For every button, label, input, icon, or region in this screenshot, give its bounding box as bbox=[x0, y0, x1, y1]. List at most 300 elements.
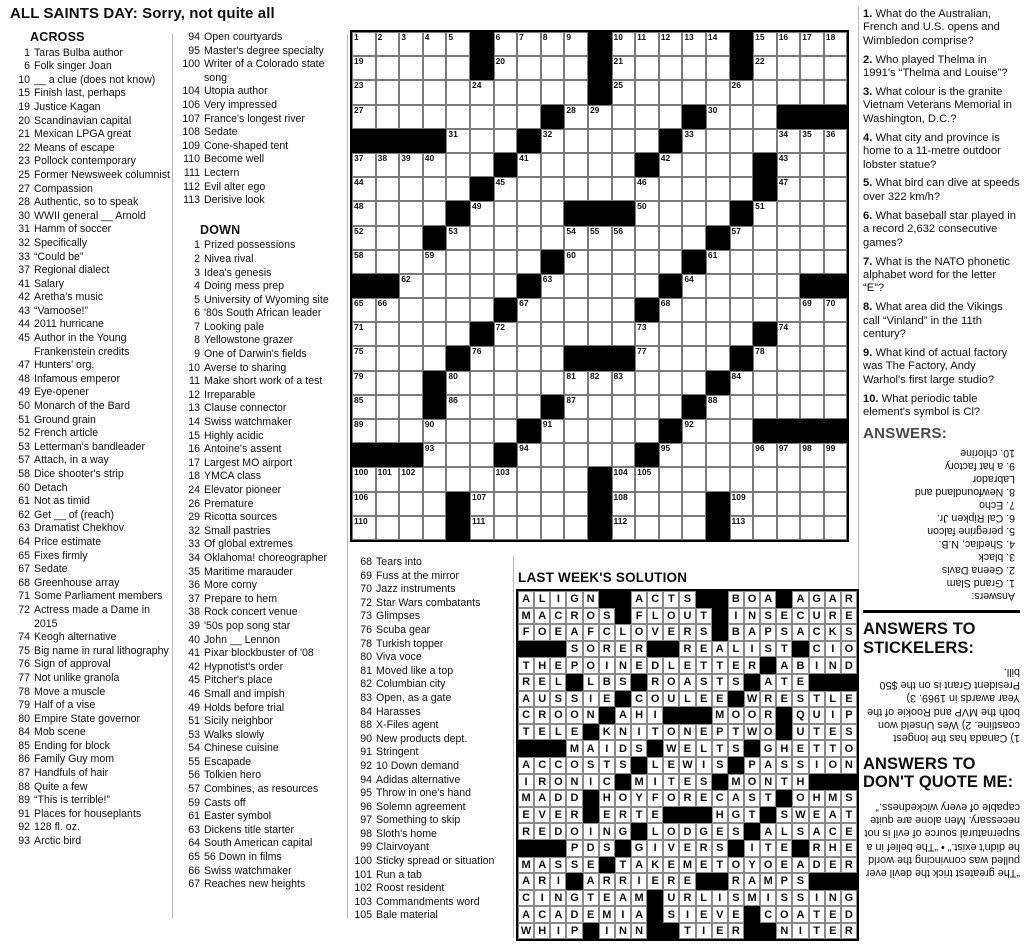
solution-letter-cell: P bbox=[566, 657, 582, 674]
grid-cell bbox=[423, 153, 447, 177]
grid-cell bbox=[399, 419, 423, 443]
grid-cell bbox=[635, 274, 659, 298]
grid-cell bbox=[376, 467, 400, 491]
solution-black-square bbox=[550, 641, 566, 658]
grid-cell bbox=[635, 105, 659, 129]
clue-item bbox=[180, 307, 344, 321]
clue-item bbox=[352, 570, 511, 584]
trivia-answer-line: 8. Newfoundland and bbox=[914, 486, 1015, 499]
cell-number: 21 bbox=[613, 56, 623, 67]
clue-text: Sedate bbox=[34, 563, 68, 576]
clue-text: Lectern bbox=[204, 166, 240, 179]
section-divider bbox=[863, 610, 1020, 613]
black-square bbox=[494, 153, 518, 177]
clue-text: Attach, in a way bbox=[34, 454, 109, 467]
grid-cell bbox=[399, 467, 423, 491]
grid-cell bbox=[423, 322, 447, 346]
solution-black-square bbox=[809, 873, 825, 890]
grid-cell bbox=[541, 129, 565, 153]
grid-cell bbox=[706, 32, 730, 56]
solution-letter-cell: E bbox=[663, 857, 679, 874]
clue-text: Tolkien hero bbox=[204, 769, 262, 782]
clue-text: Open, as a gate bbox=[376, 691, 452, 704]
clue-item bbox=[180, 824, 344, 838]
solution-letter-cell: A bbox=[744, 873, 760, 890]
grid-cell bbox=[706, 298, 730, 322]
cell-number: 46 bbox=[637, 177, 647, 188]
clue-text: Eye-opener bbox=[34, 386, 89, 399]
grid-cell bbox=[376, 419, 400, 443]
clue-text: “Could be” bbox=[34, 250, 84, 263]
solution-letter-cell: A bbox=[518, 691, 534, 708]
solution-letter-cell: I bbox=[825, 641, 841, 658]
grid-cell bbox=[494, 419, 518, 443]
clue-text: Open courtyards bbox=[204, 31, 283, 43]
clue-number: 26 bbox=[188, 497, 200, 510]
solution-letter-cell: O bbox=[663, 823, 679, 840]
clue-item bbox=[180, 511, 344, 525]
solution-letter-cell: L bbox=[825, 691, 841, 708]
clue-text: Clairvoyant bbox=[376, 841, 429, 854]
cell-number: 14 bbox=[707, 32, 718, 42]
solution-letter-cell: E bbox=[647, 807, 663, 824]
grid-cell bbox=[446, 322, 470, 346]
clue-item bbox=[10, 536, 171, 550]
grid-cell bbox=[824, 80, 848, 104]
grid-cell bbox=[564, 443, 588, 467]
clue-number: 44 bbox=[18, 318, 30, 331]
solution-letter-cell: L bbox=[583, 674, 599, 691]
solution-letter-cell: E bbox=[615, 641, 631, 658]
grid-cell bbox=[470, 492, 494, 516]
solution-black-square bbox=[615, 774, 631, 791]
grid-cell bbox=[541, 371, 565, 395]
grid-cell bbox=[824, 371, 848, 395]
grid-cell bbox=[612, 129, 636, 153]
clue-item bbox=[352, 624, 511, 638]
black-square bbox=[517, 274, 541, 298]
solution-letter-cell: M bbox=[518, 790, 534, 807]
grid-cell bbox=[564, 492, 588, 516]
grid-cell bbox=[423, 274, 447, 298]
solution-letter-cell: E bbox=[792, 740, 808, 757]
grid-cell bbox=[494, 322, 518, 346]
grid-cell bbox=[352, 250, 376, 274]
grid-cell bbox=[541, 201, 565, 225]
clue-text: Scuba gear bbox=[376, 623, 431, 636]
grid-cell bbox=[682, 419, 706, 443]
trivia-question bbox=[863, 301, 1020, 341]
grid-cell bbox=[399, 153, 423, 177]
cell-number: 65 bbox=[354, 298, 364, 309]
trivia-question bbox=[863, 54, 1020, 81]
clue-text: Price estimate bbox=[34, 535, 102, 548]
grid-cell bbox=[824, 177, 848, 201]
solution-letter-cell: E bbox=[663, 757, 679, 774]
clue-text: Elevator pioneer bbox=[204, 484, 282, 496]
clue-number: 100 bbox=[354, 855, 372, 868]
clue-number: 43 bbox=[18, 304, 30, 317]
grid-cell bbox=[824, 322, 848, 346]
grid-cell bbox=[517, 443, 541, 467]
black-square bbox=[352, 443, 376, 467]
grid-cell bbox=[588, 274, 612, 298]
cell-number: 24 bbox=[471, 80, 482, 91]
grid-cell bbox=[517, 56, 541, 80]
grid-cell bbox=[470, 516, 494, 540]
clue-number: 53 bbox=[18, 440, 30, 453]
grid-cell bbox=[446, 80, 470, 104]
clue-text: Stringent bbox=[376, 746, 419, 759]
trivia-answer-line: 6. Cal Ripken Jr. bbox=[937, 512, 1015, 525]
clue-number: 93 bbox=[18, 835, 30, 848]
grid-cell bbox=[612, 177, 636, 201]
question-text: What is the NATO phonetic alphabet word for the letter “E”? bbox=[863, 255, 1010, 295]
solution-letter-cell: B bbox=[728, 624, 744, 641]
black-square bbox=[706, 492, 730, 516]
clue-item bbox=[180, 457, 344, 471]
solution-letter-cell: S bbox=[550, 691, 566, 708]
grid-cell bbox=[352, 419, 376, 443]
grid-cell bbox=[517, 226, 541, 250]
cell-number: 92 bbox=[684, 419, 694, 429]
black-square bbox=[446, 516, 470, 540]
cell-number: 100 bbox=[354, 467, 369, 478]
solution-letter-cell: E bbox=[696, 857, 712, 874]
cell-number: 34 bbox=[778, 128, 789, 139]
clue-item bbox=[352, 814, 511, 828]
clue-number: 53 bbox=[188, 728, 200, 741]
solution-letter-cell: G bbox=[696, 823, 712, 840]
grid-cell bbox=[517, 467, 541, 491]
grid-cell bbox=[682, 274, 706, 298]
solution-letter-cell: A bbox=[792, 591, 808, 608]
solution-letter-cell: S bbox=[728, 823, 744, 840]
question-number: 1. bbox=[863, 8, 876, 20]
clue-number: 49 bbox=[188, 701, 200, 714]
cell-number: 63 bbox=[542, 273, 553, 284]
solution-letter-cell: E bbox=[776, 840, 792, 857]
cell-number: 47 bbox=[778, 177, 789, 188]
grid-cell bbox=[777, 80, 801, 104]
clue-item bbox=[10, 658, 171, 672]
solution-black-square bbox=[744, 906, 760, 923]
solution-letter-cell: H bbox=[776, 740, 792, 757]
clue-text: Dickens title starter bbox=[204, 823, 295, 836]
solution-black-square bbox=[696, 873, 712, 890]
solution-letter-cell: E bbox=[550, 624, 566, 641]
clue-text: Clause connector bbox=[204, 402, 287, 415]
trivia-answer-line: 7. Echo bbox=[979, 499, 1015, 512]
trivia-answer-line: 3. black bbox=[978, 551, 1015, 564]
trivia-answer-line: 2. Geena Davis bbox=[941, 564, 1015, 577]
clue-text: Nivea rival bbox=[204, 252, 254, 265]
clue-item bbox=[180, 194, 344, 208]
grid-cell bbox=[800, 395, 824, 419]
solution-black-square bbox=[583, 807, 599, 824]
clue-number: 95 bbox=[360, 787, 372, 800]
grid-cell bbox=[470, 298, 494, 322]
grid-cell bbox=[800, 129, 824, 153]
solution-letter-cell: D bbox=[679, 823, 695, 840]
black-square bbox=[423, 371, 447, 395]
column-divider bbox=[347, 34, 348, 918]
solution-letter-cell: L bbox=[534, 591, 550, 608]
clue-text: Folk singer Joan bbox=[34, 60, 112, 73]
question-text: What city and province is home to a 11-metre outdoor lobster statue? bbox=[863, 131, 1001, 171]
grid-cell bbox=[446, 298, 470, 322]
cell-number: 60 bbox=[566, 249, 576, 260]
cell-number: 77 bbox=[637, 346, 647, 357]
cell-number: 3 bbox=[401, 32, 406, 42]
clue-number: 95 bbox=[188, 44, 200, 57]
clue-item bbox=[10, 821, 171, 835]
grid-cell bbox=[612, 419, 636, 443]
clue-text: Infamous emperor bbox=[34, 372, 120, 385]
clue-text: John __ Lennon bbox=[204, 633, 280, 646]
clue-number: 45 bbox=[18, 332, 30, 345]
grid-cell bbox=[800, 153, 824, 177]
cell-number: 33 bbox=[684, 128, 694, 139]
grid-cell bbox=[399, 250, 423, 274]
grid-cell bbox=[730, 467, 754, 491]
solution-letter-cell: A bbox=[792, 857, 808, 874]
solution-letter-cell: S bbox=[696, 674, 712, 691]
black-square bbox=[588, 56, 612, 80]
solution-letter-cell: T bbox=[809, 906, 825, 923]
solution-letter-cell: I bbox=[809, 757, 825, 774]
solution-black-square bbox=[615, 691, 631, 708]
clue-text: Scandinavian capital bbox=[34, 114, 132, 127]
grid-cell bbox=[659, 56, 683, 80]
cell-number: 37 bbox=[354, 152, 364, 163]
grid-cell bbox=[635, 129, 659, 153]
solution-letter-cell: C bbox=[599, 774, 615, 791]
clue-text: Justice Kagan bbox=[34, 100, 101, 113]
solution-letter-cell: E bbox=[825, 724, 841, 741]
cell-number: 4 bbox=[424, 32, 430, 42]
clue-text: Not as timid bbox=[34, 495, 90, 508]
solution-letter-cell: K bbox=[825, 624, 841, 641]
clue-text: Antoine's assent bbox=[204, 443, 282, 456]
solution-letter-cell: R bbox=[728, 873, 744, 890]
grid-cell bbox=[706, 443, 730, 467]
grid-cell bbox=[659, 80, 683, 104]
clue-text: 56 Down in films bbox=[204, 851, 282, 864]
clue-item bbox=[352, 896, 511, 910]
grid-cell bbox=[730, 516, 754, 540]
clue-item bbox=[180, 783, 344, 797]
solution-letter-cell: C bbox=[631, 691, 647, 708]
black-square bbox=[423, 129, 447, 153]
solution-letter-cell: I bbox=[647, 840, 663, 857]
solution-letter-cell: T bbox=[744, 807, 760, 824]
solution-black-square bbox=[841, 774, 857, 791]
grid-cell bbox=[352, 371, 376, 395]
cell-number: 106 bbox=[354, 491, 369, 502]
clue-text: Something to skip bbox=[376, 814, 461, 827]
solution-letter-cell: S bbox=[776, 807, 792, 824]
solution-black-square bbox=[534, 840, 550, 857]
clue-text: Taras Bulba author bbox=[34, 46, 123, 59]
clue-text: Author in the Young Frankenstein credits bbox=[34, 332, 130, 358]
clue-number: 10 bbox=[18, 73, 30, 86]
solution-letter-cell: H bbox=[534, 923, 550, 940]
clue-text: Moved like a top bbox=[376, 664, 454, 677]
grid-cell bbox=[800, 346, 824, 370]
grid-cell bbox=[376, 153, 400, 177]
cell-number: 39 bbox=[401, 152, 411, 163]
clue-item bbox=[180, 566, 344, 580]
grid-cell bbox=[423, 201, 447, 225]
solution-black-square bbox=[696, 807, 712, 824]
solution-letter-cell: L bbox=[647, 608, 663, 625]
grid-cell bbox=[399, 80, 423, 104]
clue-text: Cone-shaped tent bbox=[204, 139, 289, 152]
clue-item bbox=[352, 719, 511, 733]
clue-item bbox=[352, 610, 511, 624]
solution-letter-cell: A bbox=[631, 857, 647, 874]
grid-cell bbox=[517, 201, 541, 225]
grid-cell bbox=[399, 201, 423, 225]
solution-letter-cell: E bbox=[825, 857, 841, 874]
solution-letter-cell: O bbox=[663, 790, 679, 807]
solution-letter-cell: K bbox=[647, 857, 663, 874]
cell-number: 94 bbox=[519, 443, 529, 454]
grid-cell bbox=[753, 250, 777, 274]
clue-item bbox=[10, 359, 171, 373]
solution-letter-cell: N bbox=[615, 657, 631, 674]
clue-number: 51 bbox=[188, 715, 200, 728]
clue-item bbox=[180, 837, 344, 851]
solution-letter-cell: T bbox=[663, 591, 679, 608]
clue-item bbox=[352, 828, 511, 842]
clue-text: South American capital bbox=[204, 837, 313, 850]
cell-number: 103 bbox=[495, 467, 510, 478]
cell-number: 85 bbox=[354, 394, 364, 405]
solution-letter-cell: S bbox=[728, 674, 744, 691]
solution-black-square bbox=[712, 624, 728, 641]
solution-letter-cell: I bbox=[744, 840, 760, 857]
solution-letter-cell: I bbox=[599, 657, 615, 674]
clue-item bbox=[180, 742, 344, 756]
solution-letter-cell: R bbox=[679, 790, 695, 807]
solution-letter-cell: O bbox=[825, 757, 841, 774]
clue-item bbox=[180, 525, 344, 539]
clue-item bbox=[180, 647, 344, 661]
solution-letter-cell: C bbox=[809, 641, 825, 658]
cell-number: 75 bbox=[354, 346, 364, 357]
solution-black-square bbox=[841, 873, 857, 890]
clue-number: 18 bbox=[188, 470, 200, 483]
solution-letter-cell: O bbox=[583, 608, 599, 625]
solution-letter-cell: H bbox=[631, 707, 647, 724]
grid-cell bbox=[423, 492, 447, 516]
clue-item bbox=[352, 774, 511, 788]
grid-cell bbox=[824, 467, 848, 491]
clue-item bbox=[352, 760, 511, 774]
clue-item bbox=[10, 400, 171, 414]
cell-number: 5 bbox=[448, 32, 454, 42]
clue-number: 29 bbox=[188, 511, 200, 524]
clue-text: Greenhouse array bbox=[34, 576, 120, 589]
solution-letter-cell: P bbox=[776, 873, 792, 890]
solution-letter-cell: S bbox=[663, 906, 679, 923]
clue-number: 30 bbox=[18, 209, 30, 222]
solution-black-square bbox=[647, 890, 663, 907]
clue-item bbox=[180, 851, 344, 865]
clue-text: Ricotta sources bbox=[204, 511, 278, 524]
clue-number: 49 bbox=[18, 386, 30, 399]
clue-item bbox=[180, 606, 344, 620]
grid-cell bbox=[682, 298, 706, 322]
clue-number: 99 bbox=[360, 841, 372, 854]
grid-cell bbox=[352, 492, 376, 516]
clue-item bbox=[180, 729, 344, 743]
clue-text: Sloth's home bbox=[376, 827, 437, 840]
cell-number: 62 bbox=[401, 273, 411, 284]
solution-letter-cell: E bbox=[696, 641, 712, 658]
solution-letter-cell: V bbox=[647, 624, 663, 641]
grid-cell bbox=[352, 516, 376, 540]
clue-number: 39 bbox=[188, 619, 200, 632]
solution-letter-cell: I bbox=[550, 873, 566, 890]
grid-cell bbox=[777, 274, 801, 298]
solution-letter-cell: R bbox=[518, 674, 534, 691]
black-square bbox=[706, 226, 730, 250]
grid-cell bbox=[777, 177, 801, 201]
grid-cell bbox=[659, 105, 683, 129]
clue-item bbox=[10, 808, 171, 822]
clue-item bbox=[180, 85, 344, 99]
solution-letter-cell: S bbox=[841, 790, 857, 807]
grid-cell bbox=[399, 492, 423, 516]
clue-item bbox=[10, 373, 171, 387]
grid-cell bbox=[824, 56, 848, 80]
solution-letter-cell: T bbox=[776, 674, 792, 691]
clue-item bbox=[180, 470, 344, 484]
clue-item bbox=[180, 31, 344, 45]
cell-number: 70 bbox=[825, 298, 836, 309]
cell-number: 68 bbox=[660, 298, 671, 309]
grid-cell bbox=[635, 492, 659, 516]
solution-letter-cell: E bbox=[728, 657, 744, 674]
solution-letter-cell: C bbox=[534, 906, 550, 923]
grid-cell bbox=[376, 346, 400, 370]
solution-letter-cell: O bbox=[728, 857, 744, 874]
solution-letter-cell: S bbox=[728, 890, 744, 907]
solution-letter-cell: T bbox=[728, 724, 744, 741]
grid-cell bbox=[470, 467, 494, 491]
black-square bbox=[376, 129, 400, 153]
clue-item bbox=[352, 882, 511, 896]
clue-number: 4 bbox=[194, 280, 200, 293]
grid-cell bbox=[564, 105, 588, 129]
solution-letter-cell: E bbox=[712, 691, 728, 708]
clue-number: 65 bbox=[18, 549, 30, 562]
grid-cell bbox=[352, 298, 376, 322]
grid-cell bbox=[376, 516, 400, 540]
grid-cell bbox=[352, 395, 376, 419]
solution-letter-cell: A bbox=[534, 790, 550, 807]
clue-item bbox=[352, 583, 511, 597]
clue-number: 42 bbox=[18, 291, 30, 304]
solution-letter-cell: T bbox=[647, 724, 663, 741]
clue-text: Dramatist Chekhov bbox=[34, 522, 125, 535]
grid-cell bbox=[541, 32, 565, 56]
clue-item bbox=[10, 115, 171, 129]
cell-number: 2 bbox=[377, 32, 383, 42]
